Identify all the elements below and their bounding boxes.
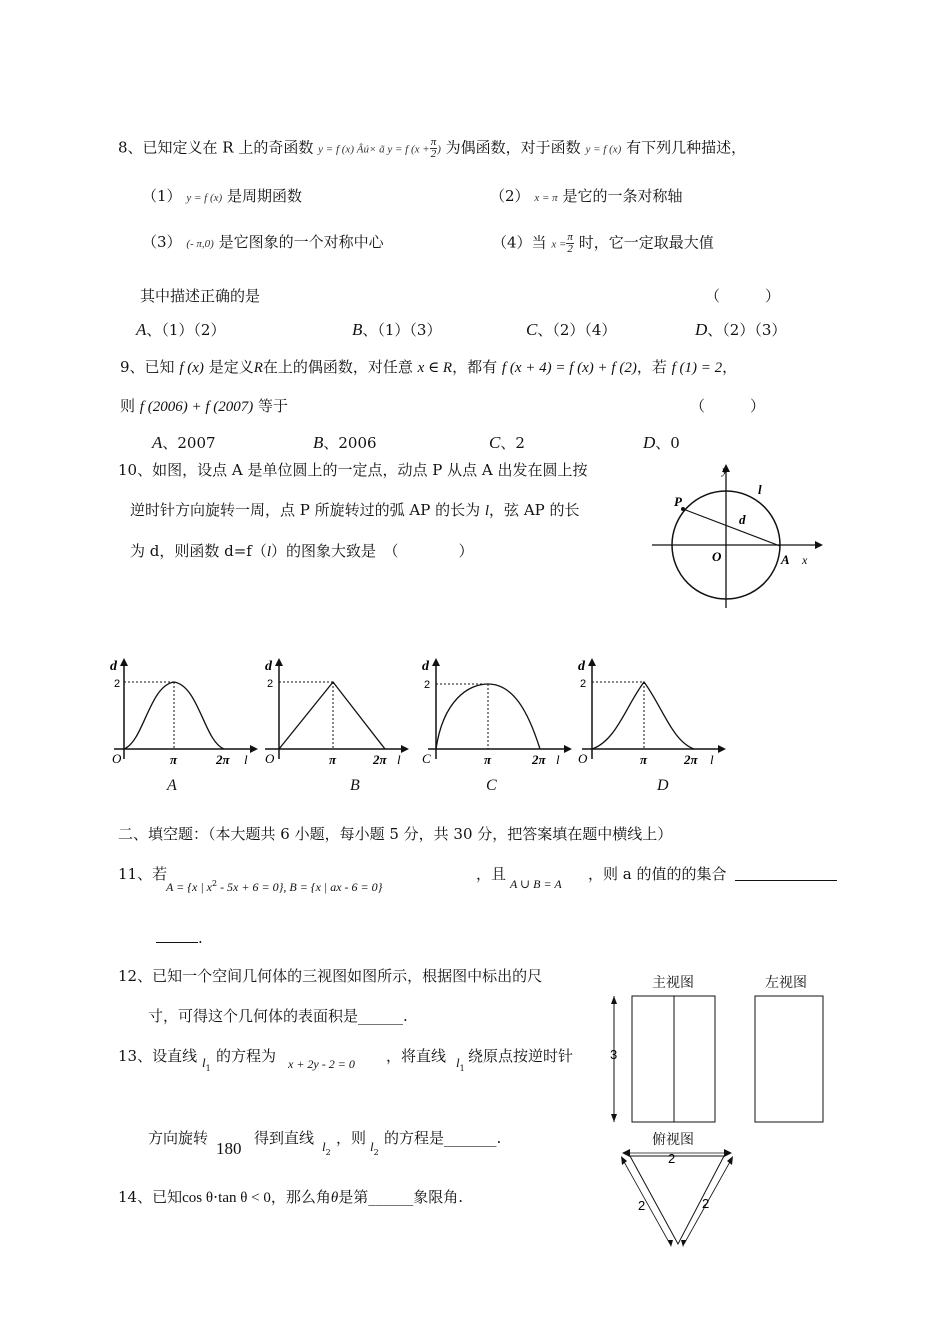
- q10-line3: [130, 541, 474, 562]
- q8-option-a-letter: A: [136, 320, 147, 339]
- q8-s4-label: （4）当: [492, 233, 547, 252]
- q9-option-c-text: 、2: [500, 434, 525, 452]
- q13-angle: 180: [216, 1139, 242, 1158]
- q13-l2-sub: 2: [325, 1148, 331, 1157]
- q10-l-inline: l: [266, 544, 272, 560]
- q9-line1-f: ，: [722, 358, 738, 376]
- graph-c-caption[interactable]: C: [486, 777, 497, 794]
- q14-theta: θ: [330, 1190, 339, 1206]
- q9-option-b[interactable]: [313, 433, 377, 453]
- q13-mid2: ，将直线: [386, 1047, 447, 1065]
- graph-d-caption[interactable]: D: [657, 777, 669, 794]
- q11-answer-blank-2[interactable]: .: [156, 928, 203, 948]
- q13-equation: [288, 1054, 355, 1074]
- q9-line1: [120, 357, 737, 378]
- q9-line1-b: 是定义: [208, 358, 254, 376]
- q13-l2-again-letter: l: [370, 1139, 374, 1154]
- q14-line: [118, 1187, 463, 1208]
- q10-l: l: [484, 503, 490, 519]
- graph-b-origin: O: [265, 751, 275, 766]
- q14-suffix[interactable]: 是第______象限角.: [338, 1188, 464, 1206]
- q9-option-b-letter: B: [313, 433, 324, 452]
- q11-answer-blank[interactable]: [735, 880, 837, 881]
- q9-option-a[interactable]: [152, 433, 216, 453]
- q9-f1: f (1) = 2: [671, 360, 723, 376]
- circle-label-a: A: [781, 552, 790, 567]
- graph-c-d-label: d: [422, 659, 429, 674]
- q8-statement-4: [492, 232, 714, 255]
- graph-a-two-label: 2: [114, 678, 121, 690]
- q13-suffix: 绕原点按逆时针: [468, 1047, 574, 1065]
- q9-option-c-letter: C: [489, 433, 501, 452]
- unit-circle-figure: [650, 460, 830, 610]
- top-view-dim-right: 2: [702, 1196, 710, 1211]
- q10-line2: [130, 500, 580, 521]
- q8-statement-1: [142, 186, 302, 208]
- top-view-title: 俯视图: [652, 1131, 694, 1147]
- q11-mid: ，且: [476, 865, 507, 883]
- q11-sup: 2: [211, 879, 218, 888]
- q14-prefix: 14、已知: [118, 1188, 183, 1206]
- q13-equation-expr: x + 2y - 2 = 0: [288, 1057, 355, 1071]
- q8-s4-text: 时，它一定取最大值: [578, 233, 714, 252]
- q9-line1-c: 在上的偶函数，对任意: [262, 358, 413, 376]
- q12-line1: 12、已知一个空间几何体的三视图如图所示，根据图中标出的尺: [118, 967, 543, 985]
- graph-c: [418, 656, 578, 776]
- q8-option-b-text: 、（1）（3）: [362, 321, 442, 339]
- q8-option-a-text: 、（1）（2）: [146, 321, 226, 339]
- q8-option-b-letter: B: [352, 320, 363, 339]
- q13-l2-letter: l: [322, 1139, 326, 1154]
- q14-expr: cos θ⋅tan θ < 0: [182, 1190, 271, 1206]
- q13-l1-letter: l: [202, 1055, 206, 1070]
- q8-s2-label: （2）: [490, 187, 530, 205]
- q13-line2-d[interactable]: 的方程是_______.: [384, 1129, 502, 1147]
- front-view-dim-3: 3: [610, 1047, 618, 1062]
- q8-s3-label: （3）: [142, 233, 182, 251]
- q13-line2-b: 得到直线: [254, 1129, 315, 1147]
- q8-s2-text: 是它的一条对称轴: [562, 187, 683, 205]
- q11-prefix: 11、若: [118, 865, 168, 883]
- q8-suffix: 有下列几种描述，: [626, 138, 747, 157]
- graph-a-2pi: 2π: [216, 752, 230, 767]
- q9-answer-paren: （ ）: [690, 397, 766, 415]
- q8-s4-fraction: [566, 232, 574, 255]
- circle-label-x: x: [802, 553, 808, 567]
- q9-equation: f (x + 4) = f (x) + f (2): [501, 360, 637, 376]
- graph-a-d-label: d: [110, 659, 117, 674]
- q8-frac-num: π: [430, 136, 437, 148]
- q8-option-b[interactable]: [352, 320, 441, 340]
- q13-l2: [322, 1136, 331, 1163]
- q9-fx: f (x): [179, 360, 204, 376]
- q13-prefix: 13、设直线: [118, 1047, 198, 1065]
- q9-option-a-text: 、2007: [162, 434, 216, 452]
- q13-mid1: 的方程为: [216, 1047, 277, 1065]
- q8-statement-2: [490, 186, 682, 208]
- q11-sets-a: A = {x | x: [166, 880, 212, 894]
- q9-line2: [120, 396, 288, 417]
- q9-line1-a: 9、已知: [120, 358, 175, 376]
- graph-c-two-label: 2: [424, 679, 431, 691]
- q8-s3-expr: (- π,0): [186, 238, 214, 250]
- q13-l2-again: [370, 1136, 379, 1163]
- q9-option-b-text: 、2006: [323, 434, 377, 452]
- q11-sets: [166, 874, 382, 897]
- q8-close: ): [437, 143, 441, 156]
- q8-s1-text: 是周期函数: [226, 187, 302, 205]
- section-2-heading: 二、填空题：（本大题共 6 小题，每小题 5 分，共 30 分，把答案填在题中横线上）: [118, 825, 673, 843]
- q8-option-c-letter: C: [526, 320, 538, 339]
- q8-s4-den: 2: [567, 243, 573, 255]
- q13-l1-again-letter: l: [456, 1055, 460, 1070]
- q9-R: R: [253, 360, 263, 376]
- q9-sum: f (2006) + f (2007): [139, 399, 254, 415]
- left-view-title: 左视图: [765, 974, 807, 990]
- q9-x-in-r: x ∈ R: [417, 360, 453, 376]
- q8-mid: 为偶函数，对于函数: [445, 138, 581, 157]
- q13-l2-again-sub: 2: [373, 1148, 379, 1157]
- graph-b-l: l: [397, 752, 401, 767]
- q13-l1: [202, 1052, 211, 1079]
- graph-a-pi: π: [170, 752, 178, 767]
- top-view-dim-top: 2: [668, 1151, 676, 1166]
- graph-a-origin: O: [112, 751, 122, 766]
- q9-line2-b: 等于: [258, 397, 289, 415]
- q8-line1: [118, 137, 746, 160]
- front-left-views: [600, 990, 840, 1130]
- q8-s3-text: 是它图象的一个对称中心: [218, 233, 384, 251]
- q8-question: 其中描述正确的是: [140, 287, 261, 305]
- circle-label-y: y: [722, 463, 728, 477]
- q8-frac-den: 2: [430, 148, 437, 160]
- graph-a-caption[interactable]: A: [167, 777, 177, 794]
- graph-d: [576, 656, 736, 776]
- graph-d-d-label: d: [578, 659, 585, 674]
- q8-s4-num: π: [567, 231, 573, 243]
- q10-line2-a: 逆时针方向旋转一周，点 P 所旋转过的弧 AP 的长为: [130, 501, 481, 519]
- q10-line3-a: 为 d，则函数 d=f（: [130, 542, 267, 560]
- graph-c-origin: C: [422, 751, 431, 766]
- top-view-dim-left: 2: [638, 1198, 646, 1213]
- q12-line2: 寸，可得这个几何体的表面积是______.: [148, 1007, 408, 1025]
- q9-option-d[interactable]: [643, 433, 680, 453]
- q11-union-expr: A ∪ B = A: [510, 877, 562, 891]
- q13-line2-a: 方向旋转: [148, 1129, 209, 1147]
- top-view-triangle: [618, 1148, 738, 1252]
- graph-c-l: l: [556, 752, 560, 767]
- circle-label-p: P: [674, 494, 682, 509]
- graph-d-two-label: 2: [580, 678, 587, 690]
- q8-answer-paren: （ ）: [705, 287, 781, 305]
- q11-union: [510, 874, 562, 894]
- q10-line2-b: ，弦 AP 的长: [489, 501, 580, 519]
- graph-c-pi: π: [484, 752, 492, 767]
- graph-b-caption[interactable]: B: [350, 777, 360, 794]
- q9-line1-e: ，若: [636, 358, 667, 376]
- graph-d-2pi: 2π: [684, 752, 698, 767]
- q9-line1-d: ，都有: [452, 358, 498, 376]
- q9-option-d-letter: D: [643, 433, 656, 452]
- q8-statement-3: [142, 232, 384, 254]
- graph-b-2pi: 2π: [373, 752, 387, 767]
- q13-l1-again-sub: 1: [459, 1064, 465, 1073]
- graph-b-two-label: 2: [267, 678, 274, 690]
- q8-s1-expr: y = f (x): [186, 192, 223, 204]
- q11-line1: [118, 864, 167, 884]
- circle-label-o: O: [712, 549, 722, 564]
- q9-option-d-text: 、0: [655, 434, 680, 452]
- q11-sets-b: - 5x + 6 = 0}, B = {x | ax - 6 = 0}: [217, 880, 383, 894]
- graph-b-d-label: d: [265, 659, 272, 674]
- q8-option-a[interactable]: [136, 320, 225, 340]
- q11-suffix: ，则 a 的值的的集合: [588, 865, 727, 883]
- q8-prefix: 8、已知定义在 R 上的奇函数: [118, 138, 314, 157]
- circle-label-d: d: [739, 512, 746, 527]
- q9-line2-a: 则: [120, 397, 136, 415]
- q13-l1-again: [456, 1052, 465, 1079]
- graph-c-2pi: 2π: [532, 752, 546, 767]
- q14-mid: ，那么角: [270, 1188, 331, 1206]
- graph-d-origin: O: [578, 751, 588, 766]
- graph-d-pi: π: [640, 752, 648, 767]
- q8-option-c[interactable]: [526, 320, 616, 340]
- graph-b: [255, 656, 415, 776]
- q8-s2-expr: x = π: [534, 192, 558, 204]
- graph-a-l: l: [244, 752, 248, 767]
- q13-l1-sub: 1: [205, 1064, 211, 1073]
- q9-option-a-letter: A: [152, 433, 163, 452]
- q8-expr2: y = f (x): [585, 143, 622, 156]
- q13-line2-c: ，则: [336, 1129, 367, 1147]
- q8-expr1: y = f (x) Âú× ã y = f (x +: [318, 143, 430, 156]
- graph-a: [104, 656, 264, 776]
- q8-option-c-text: 、（2）（4）: [537, 321, 617, 339]
- q8-option-d-text: 、（2）（3）: [707, 321, 787, 339]
- q8-option-d[interactable]: [695, 320, 786, 340]
- q8-s1-label: （1）: [142, 187, 182, 205]
- q8-option-d-letter: D: [695, 320, 708, 339]
- q8-s4-expr: x =: [551, 238, 567, 251]
- graph-d-l: l: [710, 752, 714, 767]
- q10-line3-b: ）的图象大致是 （ ）: [271, 542, 474, 560]
- graph-b-pi: π: [329, 752, 337, 767]
- circle-label-l: l: [758, 482, 762, 497]
- q9-option-c[interactable]: [489, 433, 525, 453]
- q10-line1: 10、如图，设点 A 是单位圆上的一定点，动点 P 从点 A 出发在圆上按: [118, 461, 588, 479]
- front-view-title: 主视图: [652, 974, 694, 990]
